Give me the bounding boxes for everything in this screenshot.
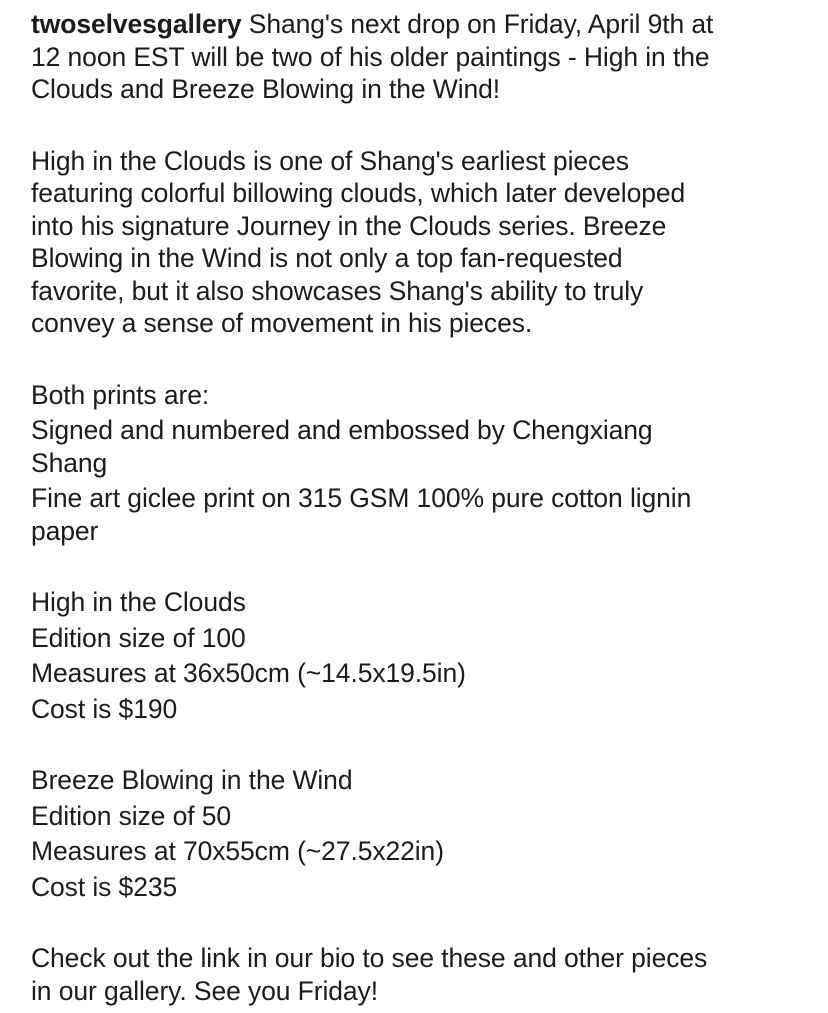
description-line: into his signature Journey in the Clouds series. Breeze <box>31 210 667 241</box>
closing-line: in our gallery. See you Friday! <box>31 975 378 1006</box>
caption-closing <box>31 942 811 1007</box>
print-2-cost: Cost is $235 <box>31 871 178 902</box>
description-line: High in the Clouds is one of Shang's earliest pieces <box>31 145 629 176</box>
caption-intro-line-3: Clouds and Breeze Blowing in the Wind! <box>31 74 501 104</box>
caption-intro-line-2: 12 noon EST will be two of his older paintings - High in the <box>31 41 710 72</box>
print-1-edition: Edition size of 100 <box>31 622 246 653</box>
print-2-title: Breeze Blowing in the Wind <box>31 765 353 795</box>
both-prints-line: paper <box>31 515 99 546</box>
caption-description <box>31 145 811 340</box>
caption-intro-line-1 <box>31 8 811 41</box>
print-2-measures: Measures at 70x55cm (~27.5x22in) <box>31 836 444 866</box>
description-line: featuring colorful billowing clouds, which later developed <box>31 178 686 208</box>
intro-text-1: Shang's next drop on Friday, April 9th at <box>248 9 714 39</box>
caption-intro <box>31 8 811 106</box>
description-line: convey a sense of movement in his pieces. <box>31 308 533 338</box>
caption-both-prints <box>31 379 811 548</box>
both-prints-line: Signed and numbered and embossed by Chengxiang <box>31 415 653 445</box>
closing-line: Check out the link in our bio to see these and other pieces <box>31 943 708 973</box>
post-caption <box>31 8 811 1007</box>
username-link[interactable]: twoselvesgallery <box>31 9 242 39</box>
print-1-cost: Cost is $190 <box>31 693 178 724</box>
caption-print-1 <box>31 586 811 725</box>
print-1-title: High in the Clouds <box>31 587 246 617</box>
both-prints-heading: Both prints are: <box>31 379 210 410</box>
caption-print-2 <box>31 764 811 903</box>
both-prints-line: Shang <box>31 447 108 478</box>
description-line: Blowing in the Wind is not only a top fan-requested <box>31 243 623 273</box>
both-prints-line: Fine art giclee print on 315 GSM 100% pure cotton lignin <box>31 483 692 513</box>
description-line: favorite, but it also showcases Shang's ability to truly <box>31 275 644 306</box>
print-2-edition: Edition size of 50 <box>31 800 232 831</box>
print-1-measures: Measures at 36x50cm (~14.5x19.5in) <box>31 658 466 688</box>
